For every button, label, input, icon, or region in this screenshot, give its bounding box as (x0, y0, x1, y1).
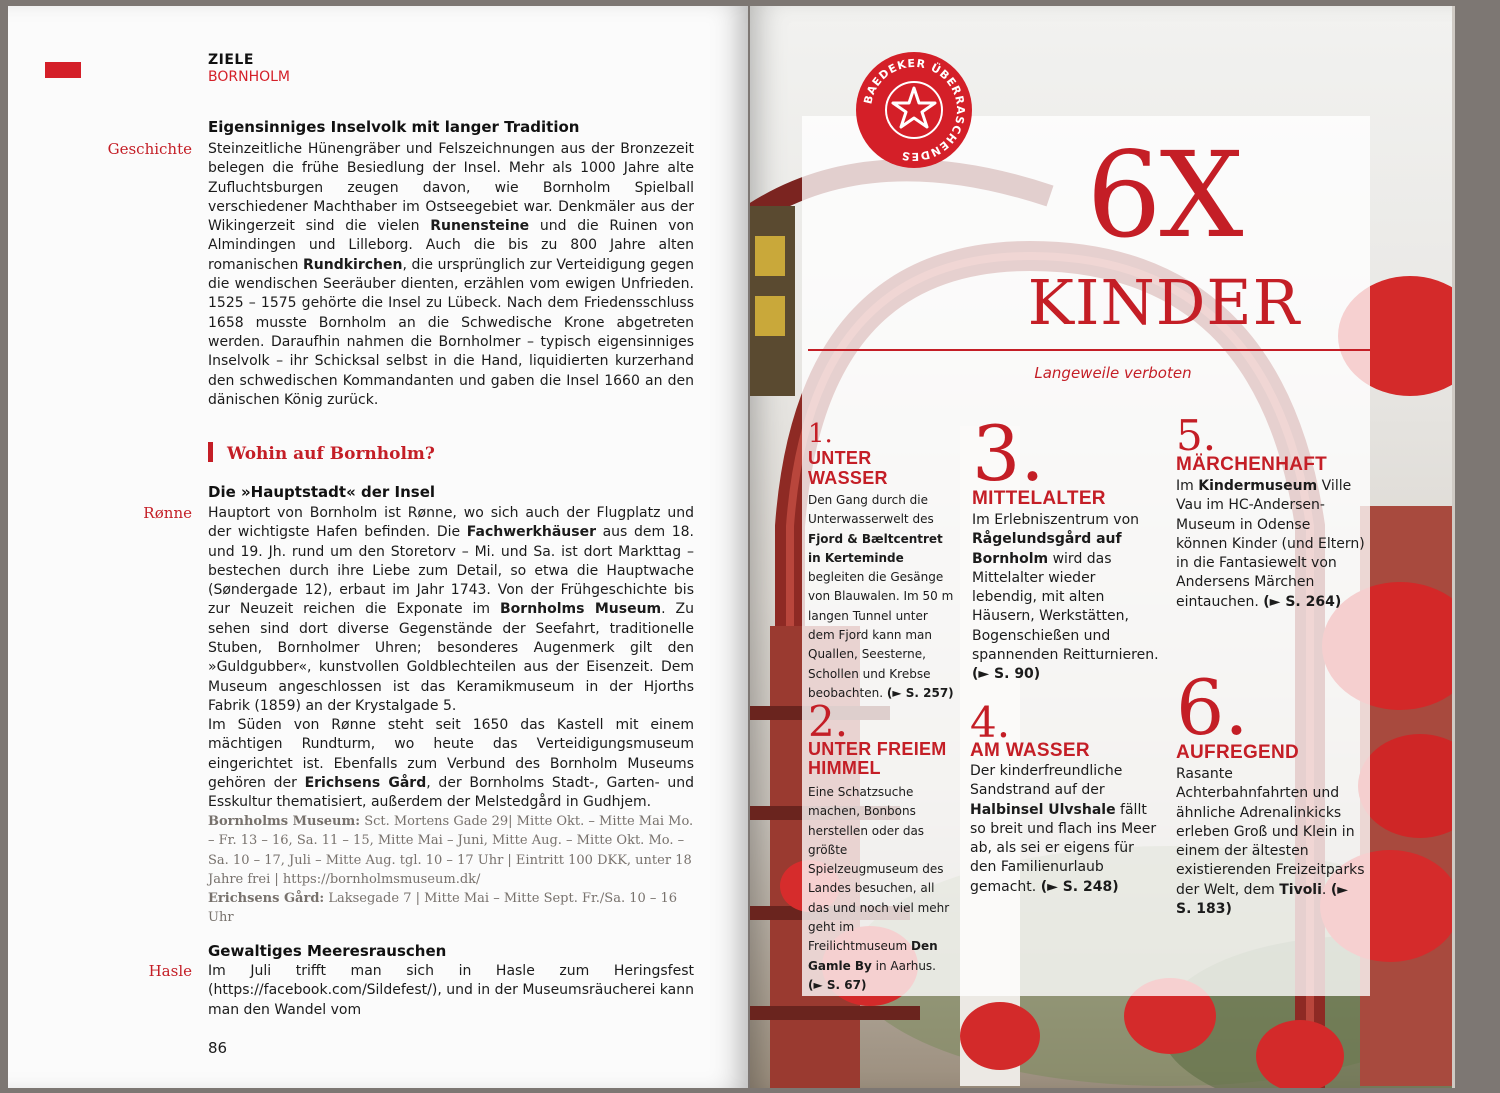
bold-term: Den Gamle By (808, 939, 938, 973)
text-run: Im Erlebniszentrum von (972, 512, 1140, 528)
bold-term: Runensteine (430, 218, 530, 235)
tip-title: UNTER FREIEM HIMMEL (808, 739, 947, 778)
text-run: . (1321, 881, 1331, 898)
margin-label-ronne: Rønne (143, 504, 192, 522)
bold-term: Rundkirchen (302, 256, 403, 273)
title-number: 6X (1086, 126, 1242, 264)
bold-term: Halbinsel Ulvshale (970, 801, 1116, 818)
left-page (8, 6, 748, 1088)
text-run: und die Ruinen von Almindingen und Lilleborg. Auch die bis zu 800 Jahre alten romanischen (208, 218, 694, 273)
tip-title: AUFREGEND (1176, 742, 1300, 763)
page-reference: (► S. 257) (886, 685, 954, 700)
tip-item-4 (970, 698, 1160, 897)
text-run: Der kinderfreundliche Sandstrand auf der (970, 763, 1123, 799)
tip-item-1 (808, 420, 954, 703)
text-run: Im Juli trifft man sich in Hasle zum Heringsfest (https://facebook.com/Sildefest/), und in der Museumsräucherei kann man den Wandel vom (208, 963, 694, 1018)
text-run: in Aarhus. (871, 958, 936, 973)
page-number: 86 (208, 1039, 228, 1057)
title-word: KINDER (1027, 266, 1301, 339)
text-run: Sct. Mortens Gade 29| Mitte Okt. – Mitte Mai Mo. – Fr. 13 – 16, Sa. 11 – 15, Mitte Mai – Juni, Mitte Aug. – Mitte Okt. Mo. – Sa. 10 – 17, Juli – Mitte Aug. tgl. 10 – 17 Uhr | Eintritt 100 DKK, unter 18 Jahre frei | https://bornholmsmuseum.dk/ (208, 814, 694, 887)
heading-text: Wohin auf Bornholm? (227, 444, 435, 464)
tip-text (808, 491, 954, 703)
section-title-history: Eigensinniges Inselvolk mit langer Tradition (208, 118, 580, 136)
museum-info-block (208, 812, 694, 928)
bold-term: Fjord & Bæltcentret in Kerteminde (808, 531, 943, 565)
running-head-place: BORNHOLM (208, 69, 291, 85)
bold-term: Bornholms Museum: (208, 814, 361, 829)
tip-number: 3. (972, 409, 1045, 498)
page-reference: (► S. 90) (972, 666, 1041, 683)
tip-number: 1. (808, 419, 833, 449)
badge-label: BAEDEKER ÜBERRASCHENDES (861, 56, 968, 164)
tip-number: 5. (1176, 411, 1217, 460)
tip-number: 6. (1176, 663, 1249, 752)
text-run: Eine Schatzsuche machen, Bonbons herstellen oder das größte Spielzeugmuseum des Landes besuchen, all das und noch viel mehr geht im Freilichtmuseum (808, 785, 950, 954)
text-run: fällt so breit und flach ins Meer ab, als sei er eigens für den Familienurlaub gemacht. (970, 801, 1157, 895)
tip-number: 2. (808, 697, 849, 746)
tip-item-3 (972, 409, 1160, 685)
page-reference: (► S. 248) (1040, 878, 1119, 895)
text-run: Rasante Achterbahnfahrten und ähnliche Adrenalinkicks erleben Groß und Klein in einem der ältesten existierenden Freizeitparks der Welt, dem (1176, 766, 1365, 898)
ronne-paragraph (208, 504, 694, 716)
text-run: Ville Vau im HC-Andersen-Museum in Odense können Kinder (und Eltern) in die Fantasiewelt von Andersens Märchen eintauchen. (1176, 478, 1365, 610)
running-head (208, 52, 290, 86)
text-run: Den Gang durch die Unterwasserwelt des (808, 493, 934, 527)
text-run: Im (1176, 478, 1199, 494)
page-reference: (► S. 183) (1176, 881, 1348, 918)
text-run: begleiten die Gesänge von Blauwalen. Im 50 m langen Tunnel unter dem Fjord kann man Quallen, Seesterne, Schollen und Krebse beobachten. (808, 570, 954, 700)
text-run: aus dem 18. und 19. Jh. rund um den Storetorv – Mi. und Sa. ist dort Markttag – bestechen durch ihre Liebe zum Detail, so etwa die Hauptwache (Søndergade 12), erbaut im Jahr 1743. Von der Frühgeschichte bis zur Neuzeit reichen die Exponate im (208, 524, 694, 618)
margin-label-history: Geschichte (107, 140, 192, 158)
bold-term: Tivoli (1279, 881, 1322, 898)
tip-text (970, 762, 1160, 897)
tip-title: MÄRCHENHAFT (1176, 454, 1328, 475)
text-run: Im Süden von Rønne steht seit 1650 das Kastell mit einem mächtigen Rundturm, wo heute das Verteidigungsmuseum eingerichtet ist. Ebenfalls zum Verbund des Bornholm Museums gehören der (208, 717, 694, 791)
text-run: , die ursprünglich zur Verteidigung gegen die wendischen Seeräuber dienten, erzählen vom ewigen Unfrieden. 1525 – 1575 gehörte die Insel zu Lübeck. Nach dem Friedensschluss 1658 musste Bornholm an die Schwedische Krone abgetreten werden. Daraufhin nahmen die Bornholmer – typisch eigensinniges Inselvolk – ihr Schicksal selbst in die Hand, liquidierten kurzerhand den schwedischen Kommandanten und gaben die Insel 1660 an den dänischen König zurück. (208, 256, 695, 408)
text-run: , der Bornholms Stadt-, Garten- und Esskultur thematisiert, außerdem der Melstedgård in Gudhjem. (208, 774, 694, 811)
bold-term: Bornholms Museum (500, 601, 662, 618)
tip-item-6 (1176, 663, 1366, 919)
tip-item-5 (1176, 411, 1366, 612)
tip-item-2 (808, 697, 954, 995)
text-run: Hauptort von Bornholm ist Rønne, wo sich auch der Flugplatz und der wichtigste Hafen befinden. Die (208, 505, 694, 541)
tip-text (1176, 765, 1366, 919)
page-reference: (► S. 67) (808, 977, 867, 992)
page-edge (1452, 6, 1455, 1088)
tip-title: UNTER WASSER (808, 448, 888, 488)
right-page (750, 6, 1455, 1088)
tagline: Langeweile verboten (1034, 364, 1192, 382)
margin-label-hasle: Hasle (148, 962, 192, 980)
text-run: Steinzeitliche Hünengräber und Felszeichnungen aus der Bronzezeit belegen die frühe Besiedlung der Insel. Mehr als 1000 Jahre alte Zufluchtsburgen zeugen davon, wie Bornholm Spielball verschiedener Machthaber im Ostseegebiet war. Denkmäler aus der Wikingerzeit sind die vielen (208, 141, 694, 235)
chapter-tab-marker (45, 62, 81, 78)
bold-term: Rågelundsgård auf Bornholm (972, 531, 1122, 567)
ronne-paragraph-2 (208, 716, 694, 812)
section-title-hasle: Gewaltiges Meeresrauschen (208, 942, 447, 960)
tip-title: MITTELALTER (972, 488, 1106, 509)
tip-title: AM WASSER (970, 740, 1090, 761)
tip-number: 4. (970, 698, 1011, 747)
tip-text (972, 511, 1160, 685)
hasle-paragraph (208, 962, 694, 1020)
bold-term: Fachwerkhäuser (466, 524, 596, 541)
heading-where-to-go (208, 442, 435, 464)
heading-bar (208, 442, 213, 462)
text-run: wird das Mittelalter wieder lebendig, mit alten Häusern, Werkstätten, Bogenschießen und spannenden Reitturnieren. (972, 550, 1159, 664)
title-rule (808, 349, 1370, 351)
text-run: . Zu sehen sind dort diverse Gegenstände der Seefahrt, traditionelle Stuben, Bornholmer Uhren; besonderes Augenmerk gilt den »Guldgubber«, kunstvollen Goldblechteilen aus der Eisenzeit. Dem Museum angeschlossen ist das Keramikmuseum in der Hjorths Fabrik (1859) an der Krystalgade 5. (208, 601, 694, 714)
bold-term: Erichsens Gård: (208, 891, 325, 907)
page-reference: (► S. 264) (1263, 593, 1342, 610)
section-title-ronne: Die »Hauptstadt« der Insel (208, 483, 436, 501)
tip-text (808, 783, 954, 995)
history-paragraph (208, 140, 694, 410)
bold-term: Erichsens Gård (304, 774, 427, 791)
text-run: Laksegade 7 | Mitte Mai – Mitte Sept. Fr./Sa. 10 – 16 Uhr (208, 891, 678, 926)
tip-text (1176, 477, 1366, 612)
bold-term: Kindermuseum (1198, 478, 1318, 494)
running-head-section: ZIELE (208, 52, 254, 68)
